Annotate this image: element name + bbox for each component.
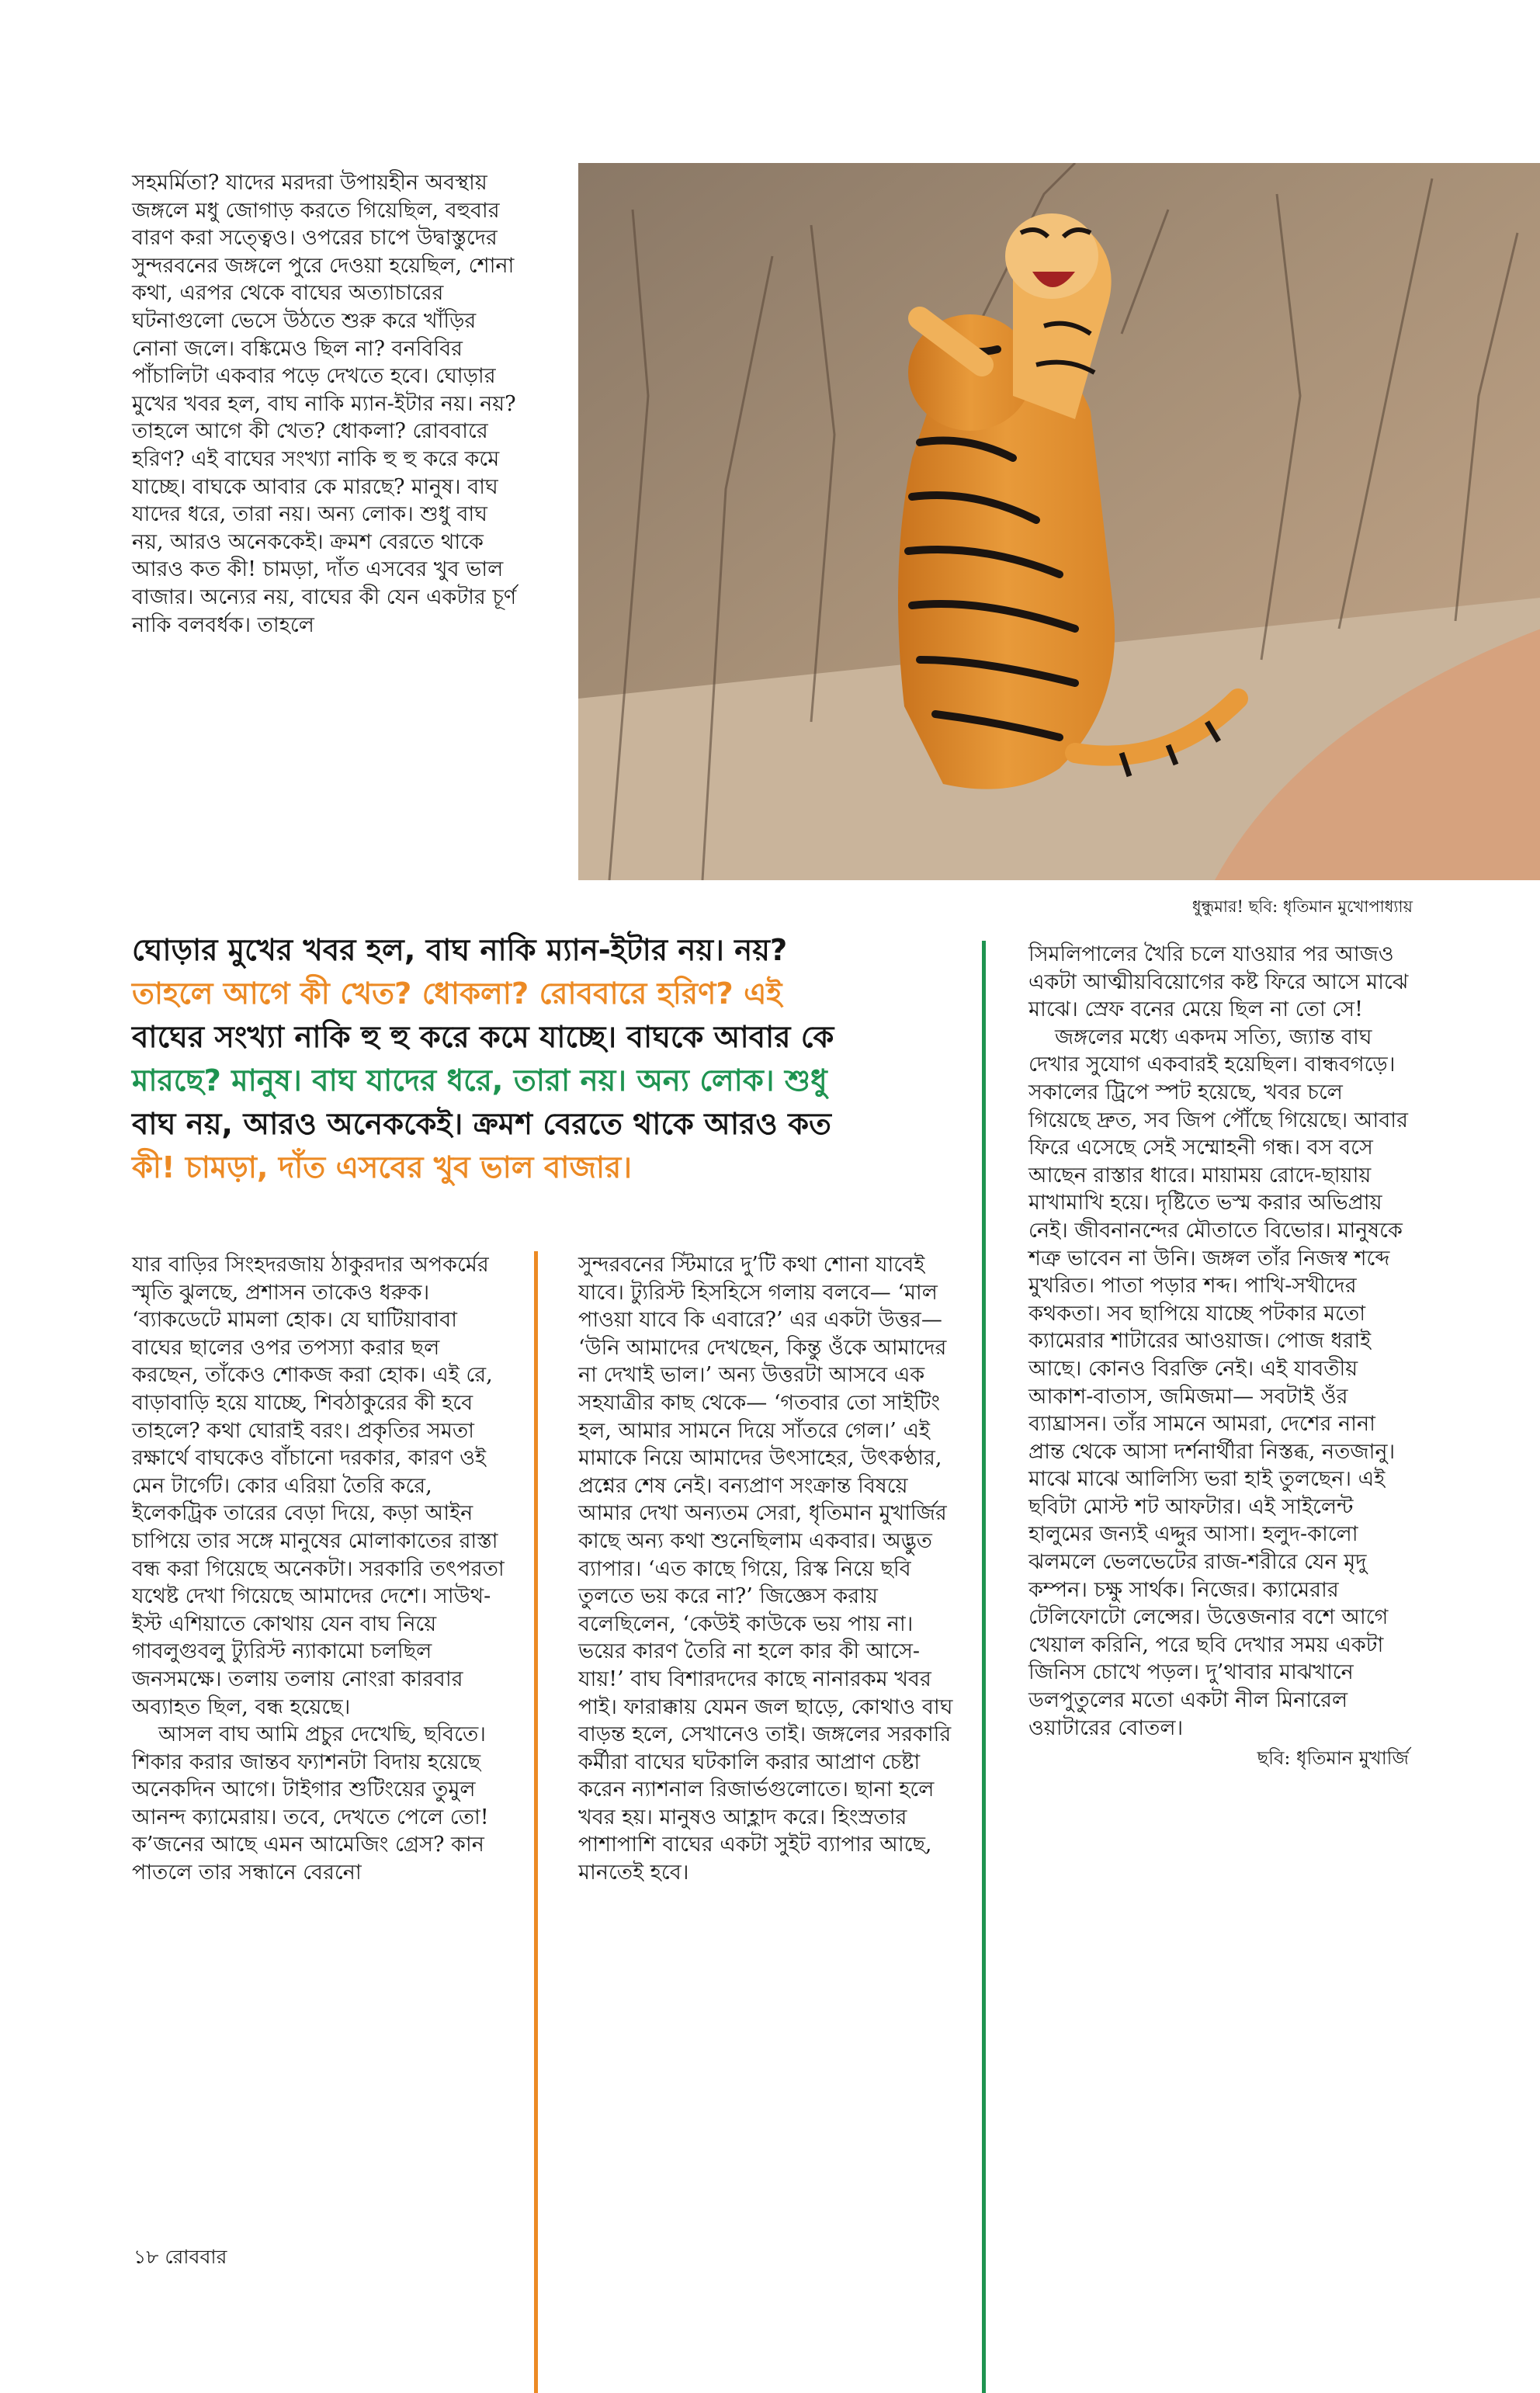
body-paragraph: যার বাড়ির সিংহদরজায় ঠাকুরদার অপকর্মের স্মৃতি ঝুলছে, প্রশাসন তাকেও ধরুক। ‘ব্যাকডেটে মামলা হোক। যে ঘাটিয়াবাবা বাঘের ছালের ওপর তপস্যা করার ছল করছেন, তাঁকেও শোকজ করা হোক। এই রে, বাড়াবাড়ি হয়ে যাচ্ছে, শিবঠাকুরের কী হবে তাহলে? কথা ঘোরাই বরং। প্রকৃতির সমতা রক্ষার্থে বাঘকেও বাঁচানো দরকার, কারণ ওই মেন টার্গেট। কোর এরিয়া তৈরি করে, ইলেকট্রিক তারের বেড়া দিয়ে, কড়া আইন চাপিয়ে তার সঙ্গে মানুষের মোলাকাতের রাস্তা বন্ধ করা গিয়েছে অনেকটা। সরকারি তৎপরতা যথেষ্ট দেখা গিয়েছে আমাদের দেশে। সাউথ-ইস্ট এশিয়াতে কোথায় যেন বাঘ নিয়ে গাবলুগুবলু ট্যুরিস্ট ন্যাকামো চলছিল জনসমক্ষে। তলায় তলায় নোংরা কারবার অব্যাহত ছিল, বন্ধ হয়েছে।: [132, 1253, 505, 1719]
intro-paragraph: সহমর্মিতা? যাদের মরদরা উপায়হীন অবস্থায় জঙ্গলে মধু জোগাড় করতে গিয়েছিল, বহুবার বারণ করা সত্ত্বেও। ওপরের চাপে উদ্বাস্তুদের সুন্দরবনের জঙ্গলে পুরে দেওয়া হয়েছিল, শোনা কথা, এরপর থেকে বাঘের অত্যাচারের ঘটনাগুলো ভেসে উঠতে শুরু করে খাঁড়ির নোনা জলে। বঙ্কিমেও ছিল না? বনবিবির পাঁচালিটা একবার পড়ে দেখতে হবে। ঘোড়ার মুখের খবর হল, বাঘ নাকি ম্যান-ইটার নয়। নয়? তাহলে আগে কী খেত? ধোকলা? রোববারে হরিণ? এই বাঘের সংখ্যা নাকি হু হু করে কমে যাচ্ছে। বাঘকে আবার কে মারছে? মানুষ। বাঘ যাদের ধরে, তারা নয়। অন্য লোক। শুধু বাঘ নয়, আরও অনেককেই। ক্রমশ বেরতে থাকে আরও কত কী! চামড়া, দাঁত এসবের খুব ভাল বাজার। অন্যের নয়, বাঘের কী যেন একটার চূর্ণ নাকি বলবর্ধক। তাহলে: [132, 171, 517, 637]
photo-credit: ছবি: ধৃতিমান মুখার্জি: [1257, 1747, 1409, 1770]
pull-quote-part: বাঘের সংখ্যা নাকি হু হু করে কমে যাচ্ছে। বাঘকে আবার কে: [132, 1020, 834, 1055]
pull-quote-part: তাহলে আগে কী খেত? ধোকলা? রোববারে হরিণ? এই: [132, 976, 782, 1011]
body-paragraph: আসল বাঘ আমি প্রচুর দেখেছি, ছবিতে। শিকার করার জান্তব ফ্যাশনটা বিদায় হয়েছে অনেকদিন আগে। টাইগার শুটিংয়ের তুমুল আনন্দ ক্যামেরায়। তবে, দেখতে পেলে তো! ক’জনের আছে এমন আমেজিং গ্রেস? কান পাতলে তার সন্ধানে বেরনো: [132, 1722, 489, 1885]
orange-column-rule: [534, 1251, 538, 2393]
intro-column: [132, 169, 520, 639]
tiger-photo: [578, 163, 1540, 880]
body-column-2: [578, 1251, 959, 1887]
pull-quote-part: কী! চামড়া, দাঁত এসবের খুব ভাল বাজার।: [132, 1150, 632, 1185]
tiger-fight-illustration: [578, 163, 1540, 880]
pull-quote: [132, 929, 962, 1190]
body-paragraph: সুন্দরবনের স্টিমারে দু’টি কথা শোনা যাবেই যাবে। ট্যুরিস্ট হিসহিসে গলায় বলবে— ‘মাল পাওয়া যাবে কি এবারে?’ এর একটা উত্তর— ‘উনি আমাদের দেখছেন, কিন্তু ওঁকে আমাদের না দেখাই ভাল।’ অন্য উত্তরটা আসবে এক সহযাত্রীর কাছ থেকে— ‘গতবার তো সাইটিং হল, আমার সামনে দিয়ে সাঁতরে গেল।’ এই মামাকে নিয়ে আমাদের উৎসাহের, উৎকণ্ঠার, প্রশ্নের শেষ নেই। বন্যপ্রাণ সংক্রান্ত বিষয়ে আমার দেখা অন্যতম সেরা, ধৃতিমান মুখার্জির কাছে অন্য কথা শুনেছিলাম একবার। অদ্ভুত ব্যাপার। ‘এত কাছে গিয়ে, রিস্ক নিয়ে ছবি তুলতে ভয় করে না?’ জিজ্ঞেস করায় বলেছিলেন, ‘কেউই কাউকে ভয় পায় না। ভয়ের কারণ তৈরি না হলে কার কী আসে-যায়!’ বাঘ বিশারদদের কাছে নানারকম খবর পাই। ফারাক্কায় যেমন জল ছাড়ে, কোথাও বাঘ বাড়ন্ত হলে, সেখানেও তাই। জঙ্গলের সরকারি কর্মীরা বাঘের ঘটকালি করার আপ্রাণ চেষ্টা করেন ন্যাশনাল রিজার্ভগুলোতে। ছানা হলে খবর হয়। মানুষও আহ্লাদ করে। হিংস্রতার পাশাপাশি বাঘের একটা সুইট ব্যাপার আছে, মানতেই হবে।: [578, 1253, 953, 1885]
pull-quote-part: বাঘ নয়, আরও অনেককেই। ক্রমশ বেরতে থাকে আরও কত: [132, 1107, 831, 1142]
photo-caption: ধুন্ধুমার! ছবি: ধৃতিমান মুখোপাধ্যায়: [1191, 897, 1413, 916]
body-column-3: [1028, 941, 1409, 1773]
body-paragraph: সিমলিপালের খৈরি চলে যাওয়ার পর আজও একটা আত্মীয়বিয়োগের কষ্ট ফিরে আসে মাঝে মাঝে। স্রেফ বনের মেয়ে ছিল না তো সে!: [1028, 942, 1409, 1022]
green-column-rule: [982, 941, 986, 2393]
page-folio: ১৮ রোববার: [134, 2246, 227, 2268]
pull-quote-part: ঘোড়ার মুখের খবর হল, বাঘ নাকি ম্যান-ইটার নয়। নয়?: [132, 933, 788, 968]
body-column-1: [132, 1251, 512, 1887]
body-paragraph: জঙ্গলের মধ্যে একদম সত্যি, জ্যান্ত বাঘ দেখার সুযোগ একবারই হয়েছিল। বান্ধবগড়ে। সকালের ট্রিপে স্পট হয়েছে, খবর চলে গিয়েছে দ্রুত, সব জিপ পৌঁছে গিয়েছে। আবার ফিরে এসেছে সেই সম্মোহনী গন্ধ। বস বসে আছেন রাস্তার ধারে। মায়াময় রোদে-ছায়ায় মাখামাখি হয়ে। দৃষ্টিতে ভস্ম করার অভিপ্রায় নেই। জীবনানন্দের মৌতাতে বিভোর। মানুষকে শত্রু ভাবেন না উনি। জঙ্গল তাঁর নিজস্ব শব্দে মুখরিত। পাতা পড়ার শব্দ। পাখি-সখীদের কথকতা। সব ছাপিয়ে যাচ্ছে পটকার মতো ক্যামেরার শাটারের আওয়াজ। পোজ ধরাই আছে। কোনও বিরক্তি নেই। এই যাবতীয় আকাশ-বাতাস, জমিজমা— সবটাই ওঁর ব্যাঘ্রাসন। তাঁর সামনে আমরা, দেশের নানা প্রান্ত থেকে আসা দর্শনার্থীরা নিস্তব্ধ, নতজানু। মাঝে মাঝে আলিস্যি ভরা হাই তুলছেন। এই ছবিটা মোস্ট শট আফটার। এই সাইলেন্ট হালুমের জন্যই এদ্দুর আসা। হলুদ-কালো ঝলমলে ভেলভেটের রাজ-শরীরে যেন মৃদু কম্পন। চক্ষু সার্থক। নিজের। ক্যামেরার টেলিফোটো লেন্সের। উত্তেজনার বশে আগে খেয়াল করিনি, পরে ছবি দেখার সময় একটা জিনিস চোখে পড়ল। দু’থাবার মাঝখানে ডলপুতুলের মতো একটা নীল মিনারেল ওয়াটারের বোতল।: [1028, 1025, 1408, 1740]
pull-quote-part: মারছে? মানুষ। বাঘ যাদের ধরে, তারা নয়। অন্য লোক। শুধু: [132, 1063, 827, 1098]
